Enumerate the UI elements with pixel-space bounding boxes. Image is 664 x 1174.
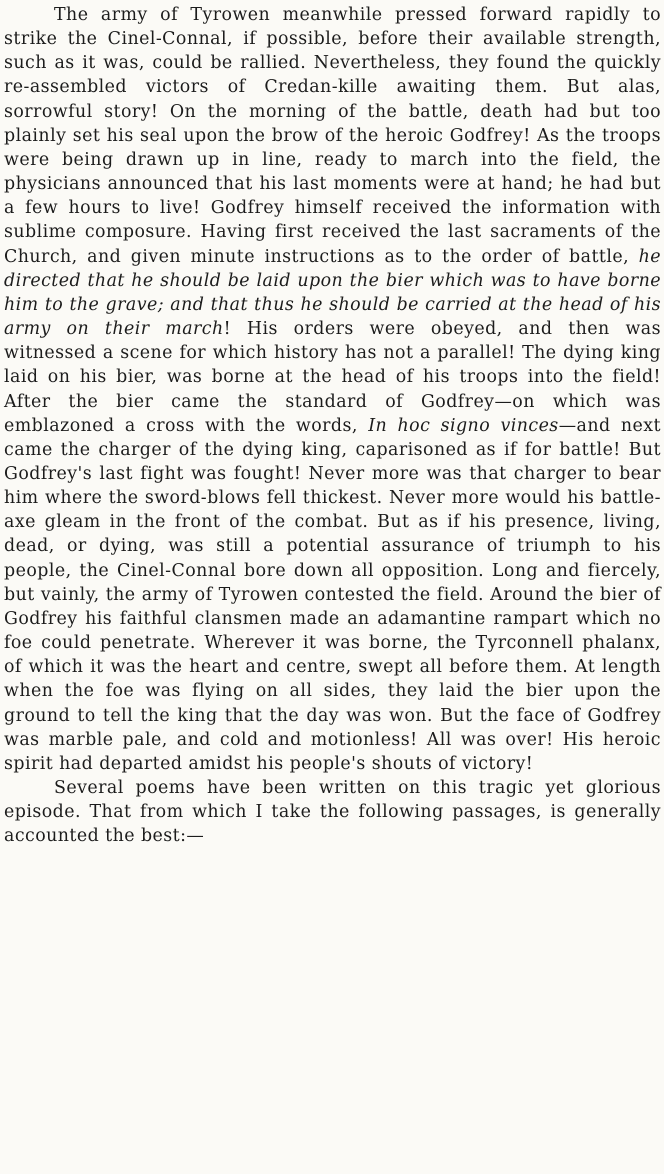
paragraph-text-segment: The army of Tyrowen meanwhile pressed forward rapidly to strike the Cinel-Connal, if possible, before their available strength, such as it was, could be rallied. Nevertheless, they found the quickly re-assembled victors of Credan-kille awaiting them. But alas, sorrowful story! On the morning of the battle, death had but too plainly set his seal upon the brow of the heroic Godfrey! As the troops were being drawn up in line, ready to march into the field, the physicians announced that his last moments were at hand; he had but a few hours to live! Godfrey himself received the information with sublime composure. Having first received the last sacraments of the Church, and given minute instructions as to the order of battle,: [4, 5, 661, 267]
paragraph-text-segment: —and next came the charger of the dying king, caparisoned as if for battle! But Godfrey's last fight was fought! Never more was that charger to bear him where the sword-blows fell thickest. Never more would his battle-axe gleam in the front of the combat. But as if his presence, living, dead, or dying, was still a potential assurance of triumph to his people, the Cinel-Connal bore down all opposition. Long and fiercely, but vainly, the army of Tyrowen contested the field. Around the bier of Godfrey his faithful clansmen made an adamantine rampart which no foe could penetrate. Wherever it was borne, the Tyrconnell phalanx, of which it was the heart and centre, swept all before them. At length when the foe was flying on all sides, they laid the bier upon the ground to tell the king that the day was won. But the face of Godfrey was marble pale, and cold and motionless! All was over! His heroic spirit had departed amidst his people's shouts of victory!: [4, 415, 661, 774]
paragraph-text-segment: ! His orders were obeyed, and then was witnessed a scene for which history has not a parallel! The dying king laid on his bier, was borne at the head of his troops into the field! After the bier came the standard of Godfrey—on which was emblazoned a cross with the words,: [4, 319, 661, 436]
italic-passage-bier: he directed that he should be laid upon the bier which was to have borne him to the grave; and that thus he should be carried at the head of his army on their march: [4, 246, 661, 340]
paragraph-poems-intro: [4, 776, 661, 848]
paragraph-battle-narrative: [4, 3, 661, 776]
paragraph-text-segment: Several poems have been written on this tragic yet glorious episode. That from which I take the following passages, is generally accounted the best:—: [4, 778, 661, 847]
italic-motto: In hoc signo vinces: [368, 415, 559, 436]
